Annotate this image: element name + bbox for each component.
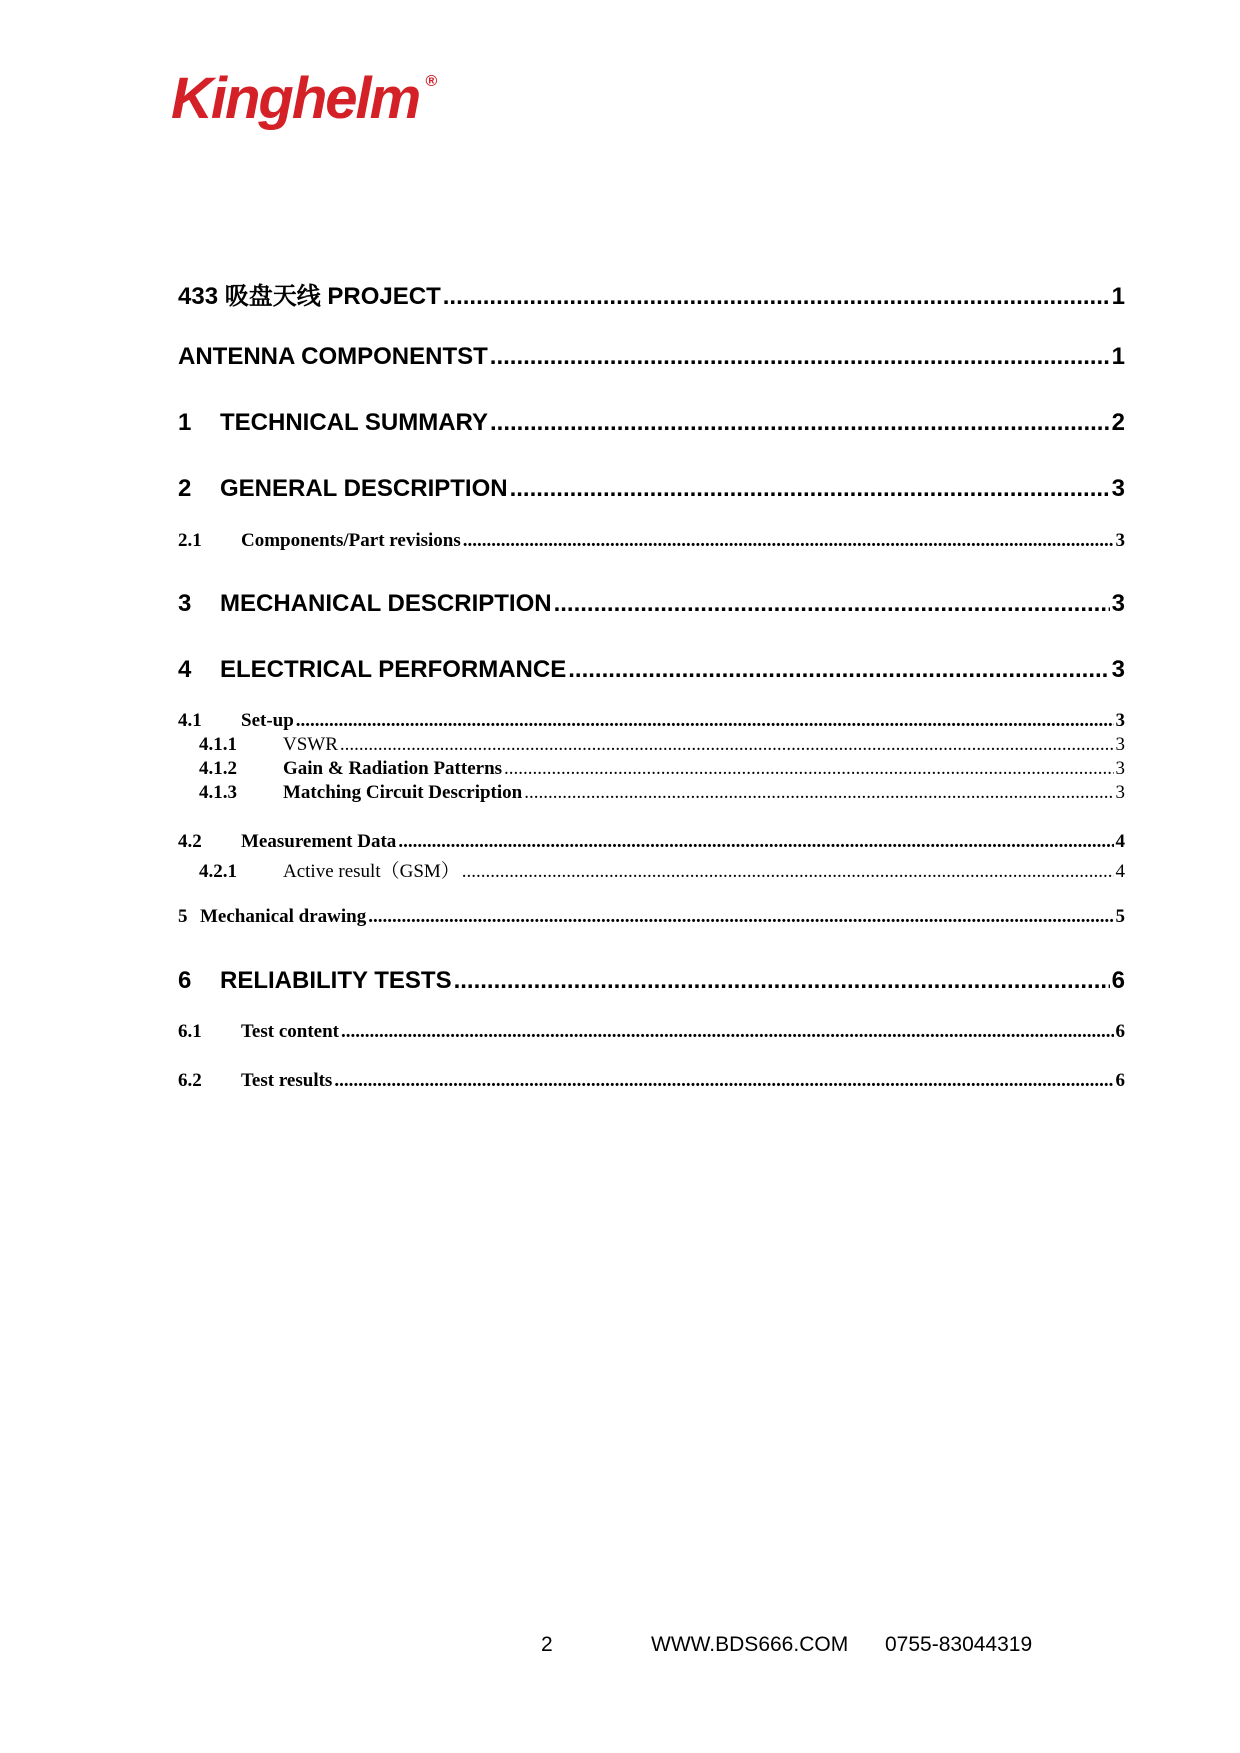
toc-title: RELIABILITY TESTS: [220, 967, 452, 994]
toc-page: 4: [1115, 831, 1125, 852]
toc-number: 1: [178, 409, 192, 436]
toc-page: 3: [1111, 656, 1125, 683]
toc-number: 6: [178, 967, 192, 994]
toc-number: 3: [178, 590, 192, 617]
toc-page: 6: [1111, 967, 1125, 994]
toc-number: 4.2: [178, 831, 202, 852]
toc-page: 5: [1115, 906, 1125, 927]
toc-leader: [504, 758, 1113, 780]
toc-entry-electrical-performance[interactable]: [178, 656, 1125, 686]
toc-title: GENERAL DESCRIPTION: [220, 475, 508, 502]
toc-page: 3: [1115, 734, 1125, 755]
toc-number: 6.2: [178, 1070, 202, 1091]
toc-page: 3: [1115, 782, 1125, 803]
toc-title: Active result（GSM）: [283, 861, 460, 882]
toc-page: 3: [1115, 530, 1125, 551]
toc-number: 6.1: [178, 1021, 202, 1042]
toc-title: Components/Part revisions: [241, 530, 461, 551]
logo-text: Kinghelm: [171, 66, 420, 131]
toc-title: 433 吸盘天线 PROJECT: [178, 283, 441, 310]
toc-number: 4.1.3: [199, 782, 237, 803]
toc-leader: [490, 409, 1110, 437]
toc-leader: [341, 1021, 1114, 1043]
toc-leader: [334, 1070, 1113, 1092]
toc-entry-mechanical-drawing[interactable]: [178, 906, 1125, 930]
toc-entry-measurement-data[interactable]: [178, 831, 1125, 855]
footer-phone: 0755-83044319: [885, 1633, 1033, 1656]
toc-leader: [554, 590, 1110, 618]
toc-number: 4: [178, 656, 192, 683]
toc-entry-test-content[interactable]: [178, 1021, 1125, 1045]
toc-number: 4.1: [178, 710, 202, 731]
toc-leader: [568, 656, 1109, 684]
toc-leader: [524, 782, 1113, 804]
toc-leader: [462, 861, 1114, 883]
toc-leader: [443, 283, 1110, 311]
toc-title: TECHNICAL SUMMARY: [220, 409, 488, 436]
toc-title: Set-up: [241, 710, 294, 731]
toc-entry-setup[interactable]: [178, 710, 1125, 734]
footer-page-number: 2: [541, 1633, 553, 1656]
toc-title: ELECTRICAL PERFORMANCE: [220, 656, 567, 683]
toc-page: 6: [1115, 1021, 1125, 1042]
toc-page: 4: [1115, 861, 1125, 882]
toc-leader: [490, 343, 1110, 371]
toc-page: 3: [1111, 475, 1125, 502]
kinghelm-logo: [171, 66, 438, 131]
registered-mark: ®: [425, 73, 438, 90]
toc-page: 1: [1111, 343, 1125, 370]
toc-entry-general-description[interactable]: [178, 475, 1125, 505]
toc-number: 4.2.1: [199, 861, 237, 882]
toc-title: MECHANICAL DESCRIPTION: [220, 590, 552, 617]
footer-website[interactable]: WWW.BDS666.COM: [651, 1633, 849, 1656]
toc-page: 6: [1115, 1070, 1125, 1091]
toc-title: Measurement Data: [241, 831, 397, 852]
toc-number: 4.1.1: [199, 734, 237, 755]
toc-page: 3: [1115, 710, 1125, 731]
toc-entry-vswr[interactable]: [199, 734, 1125, 758]
toc-leader: [398, 831, 1113, 853]
toc-entry-technical-summary[interactable]: [178, 409, 1125, 439]
toc-leader: [454, 967, 1110, 995]
toc-title: Gain & Radiation Patterns: [283, 758, 503, 779]
toc-entry-gain-radiation[interactable]: [199, 758, 1125, 782]
toc-page: 3: [1115, 758, 1125, 779]
toc-number: 5: [178, 906, 188, 927]
toc-entry-antenna-components[interactable]: [178, 343, 1125, 373]
toc-entry-reliability-tests[interactable]: [178, 967, 1125, 997]
toc-entry-matching-circuit[interactable]: [199, 782, 1125, 806]
toc-leader: [340, 734, 1114, 756]
toc-leader: [368, 906, 1113, 928]
toc-leader: [510, 475, 1110, 503]
toc-page: 2: [1111, 409, 1125, 436]
toc-entry-mechanical-description[interactable]: [178, 590, 1125, 620]
toc-title: ANTENNA COMPONENTST: [178, 343, 488, 370]
toc-entry-active-result[interactable]: [199, 856, 1125, 880]
toc-entry-components-revisions[interactable]: [178, 530, 1125, 554]
toc-leader: [463, 530, 1114, 552]
toc-title: Test content: [241, 1021, 339, 1042]
toc-title: Test results: [241, 1070, 333, 1091]
toc-leader: [296, 710, 1114, 732]
toc-entry-project[interactable]: [178, 276, 1125, 310]
toc-title: VSWR: [283, 734, 338, 755]
toc-title: Matching Circuit Description: [283, 782, 523, 803]
toc-page: 3: [1111, 590, 1125, 617]
toc-number: 2: [178, 475, 192, 502]
toc-entry-test-results[interactable]: [178, 1070, 1125, 1094]
toc-title: Mechanical drawing: [200, 906, 367, 927]
toc-page: 1: [1111, 283, 1125, 310]
toc-number: 2.1: [178, 530, 202, 551]
toc-number: 4.1.2: [199, 758, 237, 779]
